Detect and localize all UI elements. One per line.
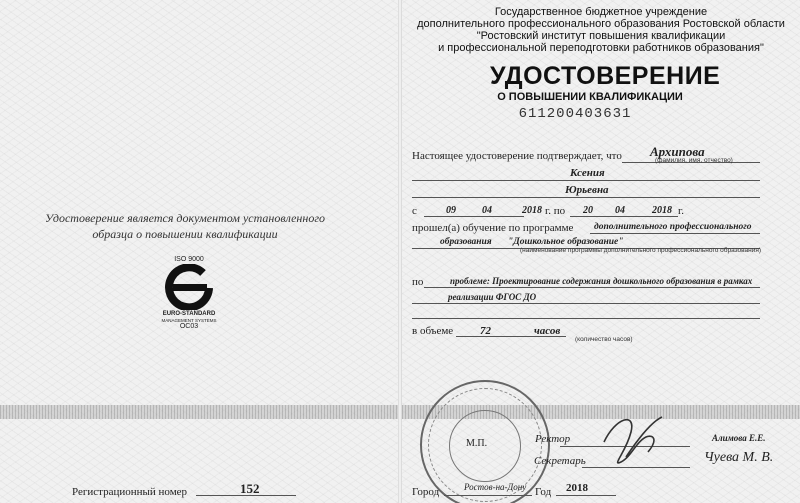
surname-value: Архипова xyxy=(650,144,705,159)
city-line xyxy=(444,495,532,496)
org-line-2: дополнительного профессионального образования Ростовской области xyxy=(417,18,785,30)
date-to-suffix: г. xyxy=(678,205,685,217)
signature-icon xyxy=(596,412,666,472)
volume-value: 72 xyxy=(480,325,491,337)
date-from-prefix: с xyxy=(412,205,417,217)
certificate-number: 611200403631 xyxy=(518,106,632,122)
date-from-year: 2018 xyxy=(522,205,542,216)
date-to-year: 2018 xyxy=(652,205,672,216)
legal-note xyxy=(30,210,340,242)
iso-code: ОС03 xyxy=(179,323,199,330)
date-to-day: 20 xyxy=(583,205,593,216)
volume-caption: (количество часов) xyxy=(575,336,633,343)
euro-standard-logo-icon xyxy=(163,264,215,310)
year-label: Год xyxy=(535,486,552,498)
iso-label: ISO 9000 xyxy=(174,256,204,263)
center-fold xyxy=(398,0,402,503)
date-from-day: 09 xyxy=(446,205,456,216)
reg-number-value: 152 xyxy=(240,481,260,496)
volume-unit: часов xyxy=(534,325,561,337)
date-from-line xyxy=(424,216,524,217)
first-name-line xyxy=(412,180,760,181)
confirms-label: Настоящее удостоверение подтверждает, что xyxy=(412,150,622,162)
program-type: дополнительного профессионального xyxy=(594,222,752,232)
first-name-value: Ксения xyxy=(570,167,605,179)
date-to-month: 04 xyxy=(615,205,625,216)
legal-note-line2: образца о повышении квалификации xyxy=(92,227,278,241)
program-label: прошел(а) обучение по программе xyxy=(412,222,574,234)
fio-caption: (фамилия, имя, отчество) xyxy=(655,157,733,164)
year-line xyxy=(556,495,616,496)
document-title: УДОСТОВЕРЕНИЕ xyxy=(490,62,721,90)
volume-label: в объеме xyxy=(412,325,454,337)
city-value: Ростов-на-Дону xyxy=(464,482,527,492)
org-line-4: и профессиональной переподготовки работников образования" xyxy=(438,42,764,54)
patronymic-line xyxy=(412,197,760,198)
rector-name: Алимова Е.Е. xyxy=(712,433,766,443)
date-to-prefix: г. по xyxy=(545,205,566,217)
topic-text-2: реализации ФГОС ДО xyxy=(448,292,537,302)
city-label: Город xyxy=(412,486,440,498)
secretary-sign-line xyxy=(582,467,690,468)
document-subtitle: О ПОВЫШЕНИИ КВАЛИФИКАЦИИ xyxy=(497,91,683,103)
reg-number-label: Регистрационный номер xyxy=(72,486,188,498)
program-type2: образования xyxy=(440,237,492,247)
year-value: 2018 xyxy=(566,482,588,494)
patronymic-value: Юрьевна xyxy=(565,184,609,196)
org-line-3: "Ростовский институт повышения квалификации xyxy=(476,30,726,42)
program-name: "Дошкольное образование" xyxy=(508,237,624,247)
rector-label: Ректор xyxy=(535,433,571,445)
secretary-name: Чуева М. В. xyxy=(704,450,774,465)
program-caption: (наименование программы дополнительного профессионального образования) xyxy=(520,247,762,254)
topic-text-1: проблеме: Проектирование содержания дошкольного образования в рамках xyxy=(450,276,753,286)
legal-note-line1: Удостоверение является документом установленного xyxy=(44,211,326,225)
iso-name: EURO-STANDARD xyxy=(162,311,216,317)
secretary-label: Секретарь xyxy=(534,455,586,467)
date-from-month: 04 xyxy=(482,205,492,216)
topic-label: по xyxy=(412,276,424,288)
date-to-line xyxy=(570,216,678,217)
topic-line-3 xyxy=(412,318,760,319)
program-type-line xyxy=(590,233,760,234)
topic-line-2 xyxy=(412,303,760,304)
stamp-label: М.П. xyxy=(466,438,488,449)
topic-line-1 xyxy=(424,287,760,288)
org-line-1: Государственное бюджетное учреждение xyxy=(494,6,708,18)
iso-sub: MANAGEMENT SYSTEMS xyxy=(161,318,217,323)
